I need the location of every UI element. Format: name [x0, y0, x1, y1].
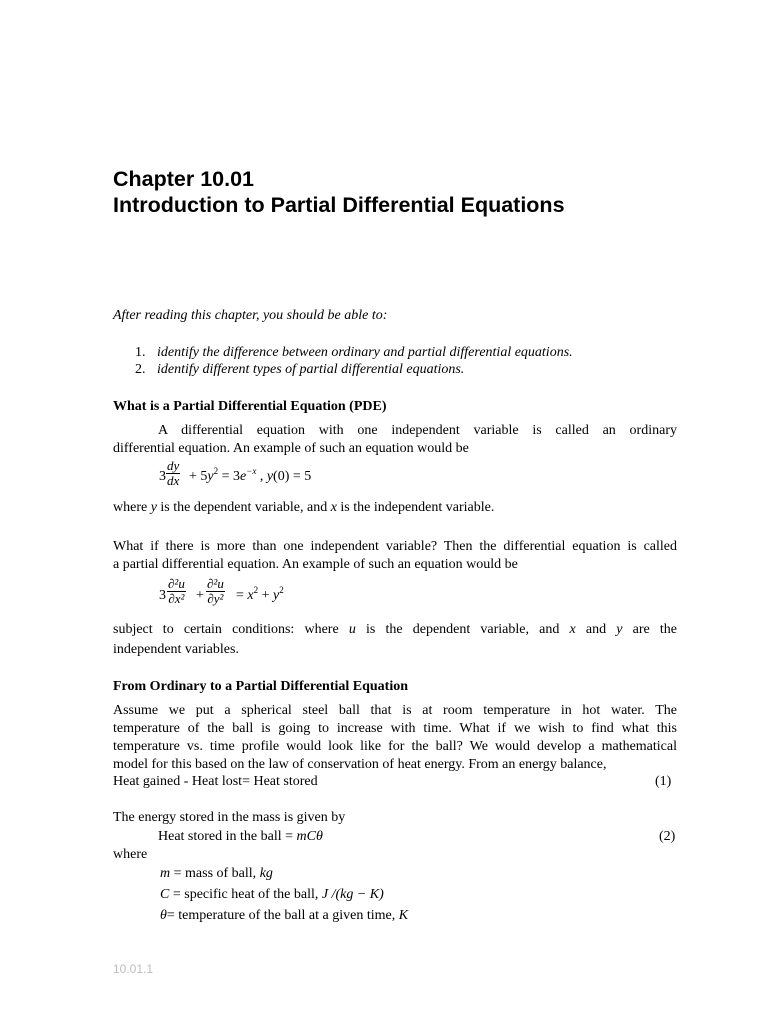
chapter-title: Introduction to Partial Differential Equations	[113, 193, 565, 217]
text: Heat stored in the ball =	[158, 829, 297, 844]
unit: K	[398, 908, 409, 923]
partial-fraction-y	[206, 577, 225, 606]
subject-conditions-line	[113, 621, 677, 639]
text: is the independent variable.	[336, 500, 495, 515]
section-heading-pde: What is a Partial Differential Equation (PDE)	[113, 399, 387, 414]
math-exponent: 2	[253, 585, 259, 595]
paragraph-line: independent variables.	[113, 642, 239, 657]
text: are the	[622, 622, 677, 637]
paragraph-line: a partial differential equation. An example of such an equation would be	[113, 557, 518, 572]
objective-text: identify different types of partial differential equations.	[157, 362, 465, 377]
text: = specific heat of the ball,	[169, 887, 322, 902]
where-dependent-line	[113, 499, 494, 517]
objective-number: 1.	[135, 345, 146, 360]
text: where	[113, 500, 151, 515]
equation-number-1: (1)	[655, 774, 672, 789]
fraction-numerator: ∂²u	[207, 576, 224, 591]
heat-stored-equation	[158, 828, 323, 846]
equation-coefficient: 3	[159, 588, 166, 603]
text: is the dependent variable, and	[156, 500, 331, 515]
chapter-number: Chapter 10.01	[113, 167, 255, 191]
definition-specific-heat	[160, 886, 384, 904]
math-var: y	[266, 469, 274, 484]
math-expression: mCθ	[296, 829, 323, 844]
fraction-numerator: dy	[167, 458, 180, 473]
paragraph-line: A differential equation with one independent variable is called an ordinary	[158, 423, 677, 438]
paragraph-line: Assume we put a spherical steel ball that is at room temperature in hot water. The	[113, 703, 677, 718]
paragraph-line: differential equation. An example of such an equation would be	[113, 441, 469, 456]
math-text: =	[236, 588, 248, 603]
math-var: x	[247, 588, 254, 603]
fraction-denominator: ∂x²	[168, 591, 185, 606]
math-var: u	[348, 622, 356, 637]
unit: kg	[259, 866, 273, 881]
fraction-numerator: ∂²u	[168, 576, 185, 591]
math-var: x	[569, 622, 576, 637]
math-exponent: 2	[279, 585, 284, 595]
math-var: x	[330, 500, 337, 515]
definition-mass	[160, 865, 273, 883]
paragraph-line: What if there is more than one independent variable? Then the differential equation is called	[113, 539, 677, 554]
paragraph-line: model for this based on the law of conservation of heat energy. From an energy balance,	[113, 757, 607, 772]
math-plus: +	[196, 588, 204, 603]
math-text: = 3	[218, 469, 241, 484]
objective-number: 2.	[135, 362, 146, 377]
energy-balance-equation: Heat gained - Heat lost= Heat stored	[113, 774, 318, 789]
objective-text: identify the difference between ordinary and partial differential equations.	[157, 345, 573, 360]
objective-item-1	[135, 344, 573, 362]
math-exponent: −x	[246, 466, 257, 476]
text: = mass of ball,	[170, 866, 260, 881]
section-heading-ordinary-to-pde: From Ordinary to a Partial Differential Equation	[113, 679, 409, 694]
equation-rest	[189, 466, 312, 485]
definition-temperature	[160, 907, 408, 925]
math-var: e	[240, 469, 247, 484]
equation-rhs	[236, 585, 284, 604]
text: subject to certain conditions: where	[113, 622, 349, 637]
where-label: where	[113, 847, 148, 862]
math-var: C	[160, 887, 170, 902]
text: = temperature of the ball at a given time,	[166, 908, 399, 923]
math-var: y	[273, 588, 280, 603]
math-var: y	[207, 469, 214, 484]
equation-coefficient: 3	[159, 469, 166, 484]
math-exponent: 2	[213, 466, 219, 476]
objective-item-2	[135, 361, 464, 379]
paragraph-line: temperature vs. time profile would look like for the ball? We would develop a mathematical	[113, 739, 677, 754]
fraction-denominator: ∂y²	[207, 591, 224, 606]
unit: J /(kg − K)	[321, 887, 384, 902]
math-text: + 5	[189, 469, 208, 484]
partial-fraction-x	[167, 577, 186, 606]
fraction-denominator: dx	[167, 473, 180, 488]
text: is the dependent variable, and	[355, 622, 570, 637]
derivative-fraction	[166, 459, 180, 488]
paragraph-line: temperature of the ball is going to increase with time. What if we wish to find what this	[113, 721, 677, 736]
paragraph-line: The energy stored in the mass is given by	[113, 810, 346, 825]
page-number: 10.01.1	[113, 962, 154, 976]
objectives-intro: After reading this chapter, you should be able to:	[113, 308, 388, 323]
math-var: y	[616, 622, 623, 637]
math-text: (0) = 5	[273, 469, 312, 484]
math-text: ,	[256, 469, 267, 484]
math-var: y	[150, 500, 157, 515]
math-text: +	[258, 588, 274, 603]
math-var: θ	[160, 908, 167, 923]
math-var: m	[160, 866, 171, 881]
text: and	[575, 622, 617, 637]
equation-number-2: (2)	[659, 829, 676, 844]
